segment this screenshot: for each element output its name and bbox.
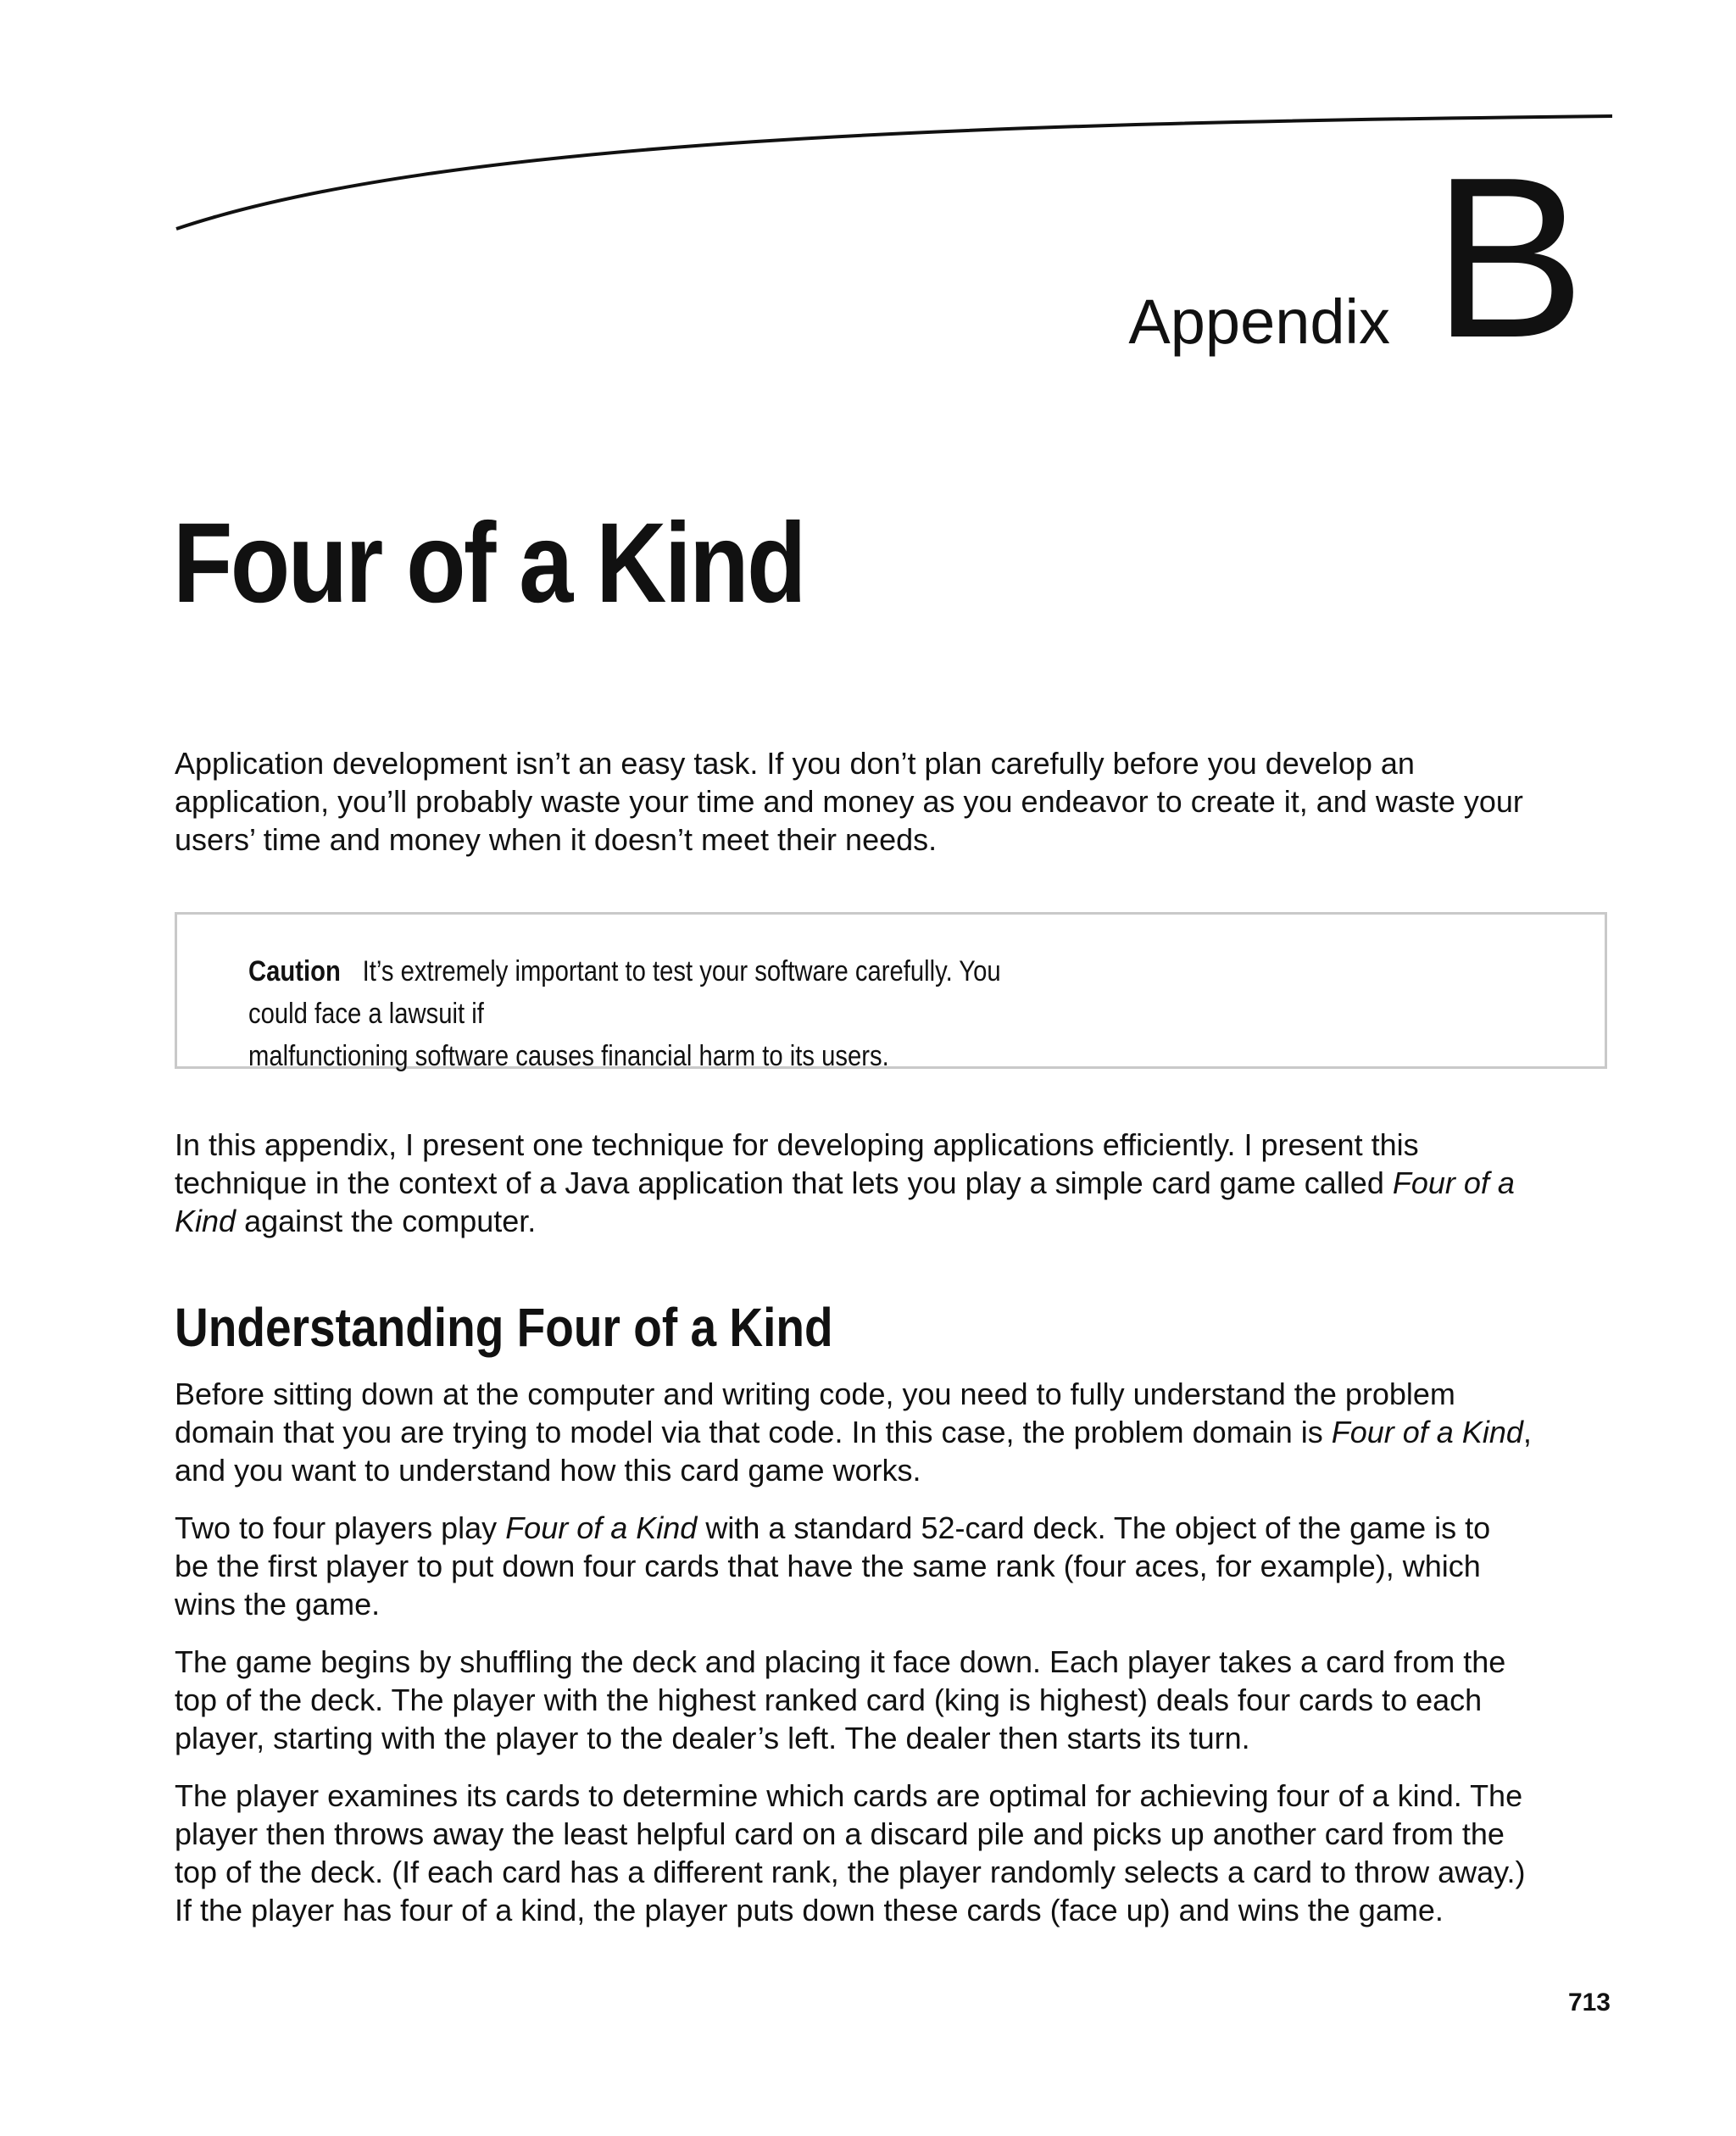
section-paragraph-3	[175, 1643, 1616, 1757]
appendix-intro-line-1: In this appendix, I present one technique for developing applications efficiently. I present this	[175, 1127, 1419, 1162]
caution-label: Caution	[248, 955, 341, 987]
appendix-intro-line-2: technique in the context of a Java application that lets you play a simple card game called	[175, 1165, 1393, 1200]
appendix-label: Appendix	[1128, 286, 1390, 357]
p1-line-2: domain that you are trying to model via that code. In this case, the problem domain is	[175, 1415, 1332, 1449]
intro-paragraph	[175, 744, 1616, 859]
section-heading: Understanding Four of a Kind	[175, 1297, 833, 1358]
caution-line-1: It’s extremely important to test your software carefully. You could face a lawsuit if	[248, 955, 1001, 1030]
p2-line-2: be the first player to put down four cards that have the same rank (four aces, for example), which	[175, 1549, 1481, 1583]
p1-line-3: and you want to understand how this card game works.	[175, 1453, 921, 1488]
caution-line-2: malfunctioning software causes financial harm to its users.	[248, 1040, 889, 1072]
p4-line-4: If the player has four of a kind, the player puts down these cards (face up) and wins the game.	[175, 1893, 1444, 1927]
game-name-italic: Four of a	[1392, 1165, 1515, 1200]
p2-line-3: wins the game.	[175, 1587, 381, 1621]
p2-line-1-end: with a standard 52-card deck. The object of the game is to	[697, 1510, 1491, 1545]
section-paragraph-4	[175, 1777, 1616, 1929]
appendix-letter: B	[1433, 131, 1586, 386]
p3-line-3: player, starting with the player to the dealer’s left. The dealer then starts its turn.	[175, 1721, 1250, 1755]
caution-text	[248, 950, 1050, 1077]
chapter-title: Four of a Kind	[173, 500, 804, 626]
p1-comma: ,	[1522, 1415, 1532, 1449]
appendix-intro-paragraph	[175, 1126, 1616, 1240]
p2-game-name-italic: Four of a Kind	[505, 1510, 698, 1545]
p3-line-2: top of the deck. The player with the highest ranked card (king is highest) deals four cards to each	[175, 1683, 1483, 1717]
caution-box	[175, 912, 1607, 1072]
appendix-intro-line-3: against the computer.	[236, 1204, 537, 1238]
p4-line-1: The player examines its cards to determine which cards are optimal for achieving four of a kind. The	[175, 1778, 1523, 1813]
p2-line-1-start: Two to four players play	[175, 1510, 506, 1545]
p1-game-name-italic: Four of a Kind	[1331, 1415, 1523, 1449]
p4-line-3: top of the deck. (If each card has a different rank, the player randomly selects a card to throw away.)	[175, 1855, 1526, 1889]
intro-line-1: Application development isn’t an easy task. If you don’t plan carefully before you develop an	[175, 746, 1415, 781]
page-number: 713	[1567, 1989, 1611, 2016]
section-paragraph-1	[175, 1375, 1616, 1489]
intro-line-3: users’ time and money when it doesn’t meet their needs.	[175, 822, 938, 857]
p1-line-1: Before sitting down at the computer and writing code, you need to fully understand the problem	[175, 1377, 1455, 1411]
intro-line-2: application, you’ll probably waste your time and money as you endeavor to create it, and waste your	[175, 784, 1523, 819]
p4-line-2: player then throws away the least helpful card on a discard pile and picks up another card from the	[175, 1816, 1505, 1851]
section-paragraph-2	[175, 1509, 1616, 1623]
p3-line-1: The game begins by shuffling the deck and placing it face down. Each player takes a card from the	[175, 1644, 1506, 1679]
game-name-italic-end: Kind	[175, 1204, 236, 1238]
